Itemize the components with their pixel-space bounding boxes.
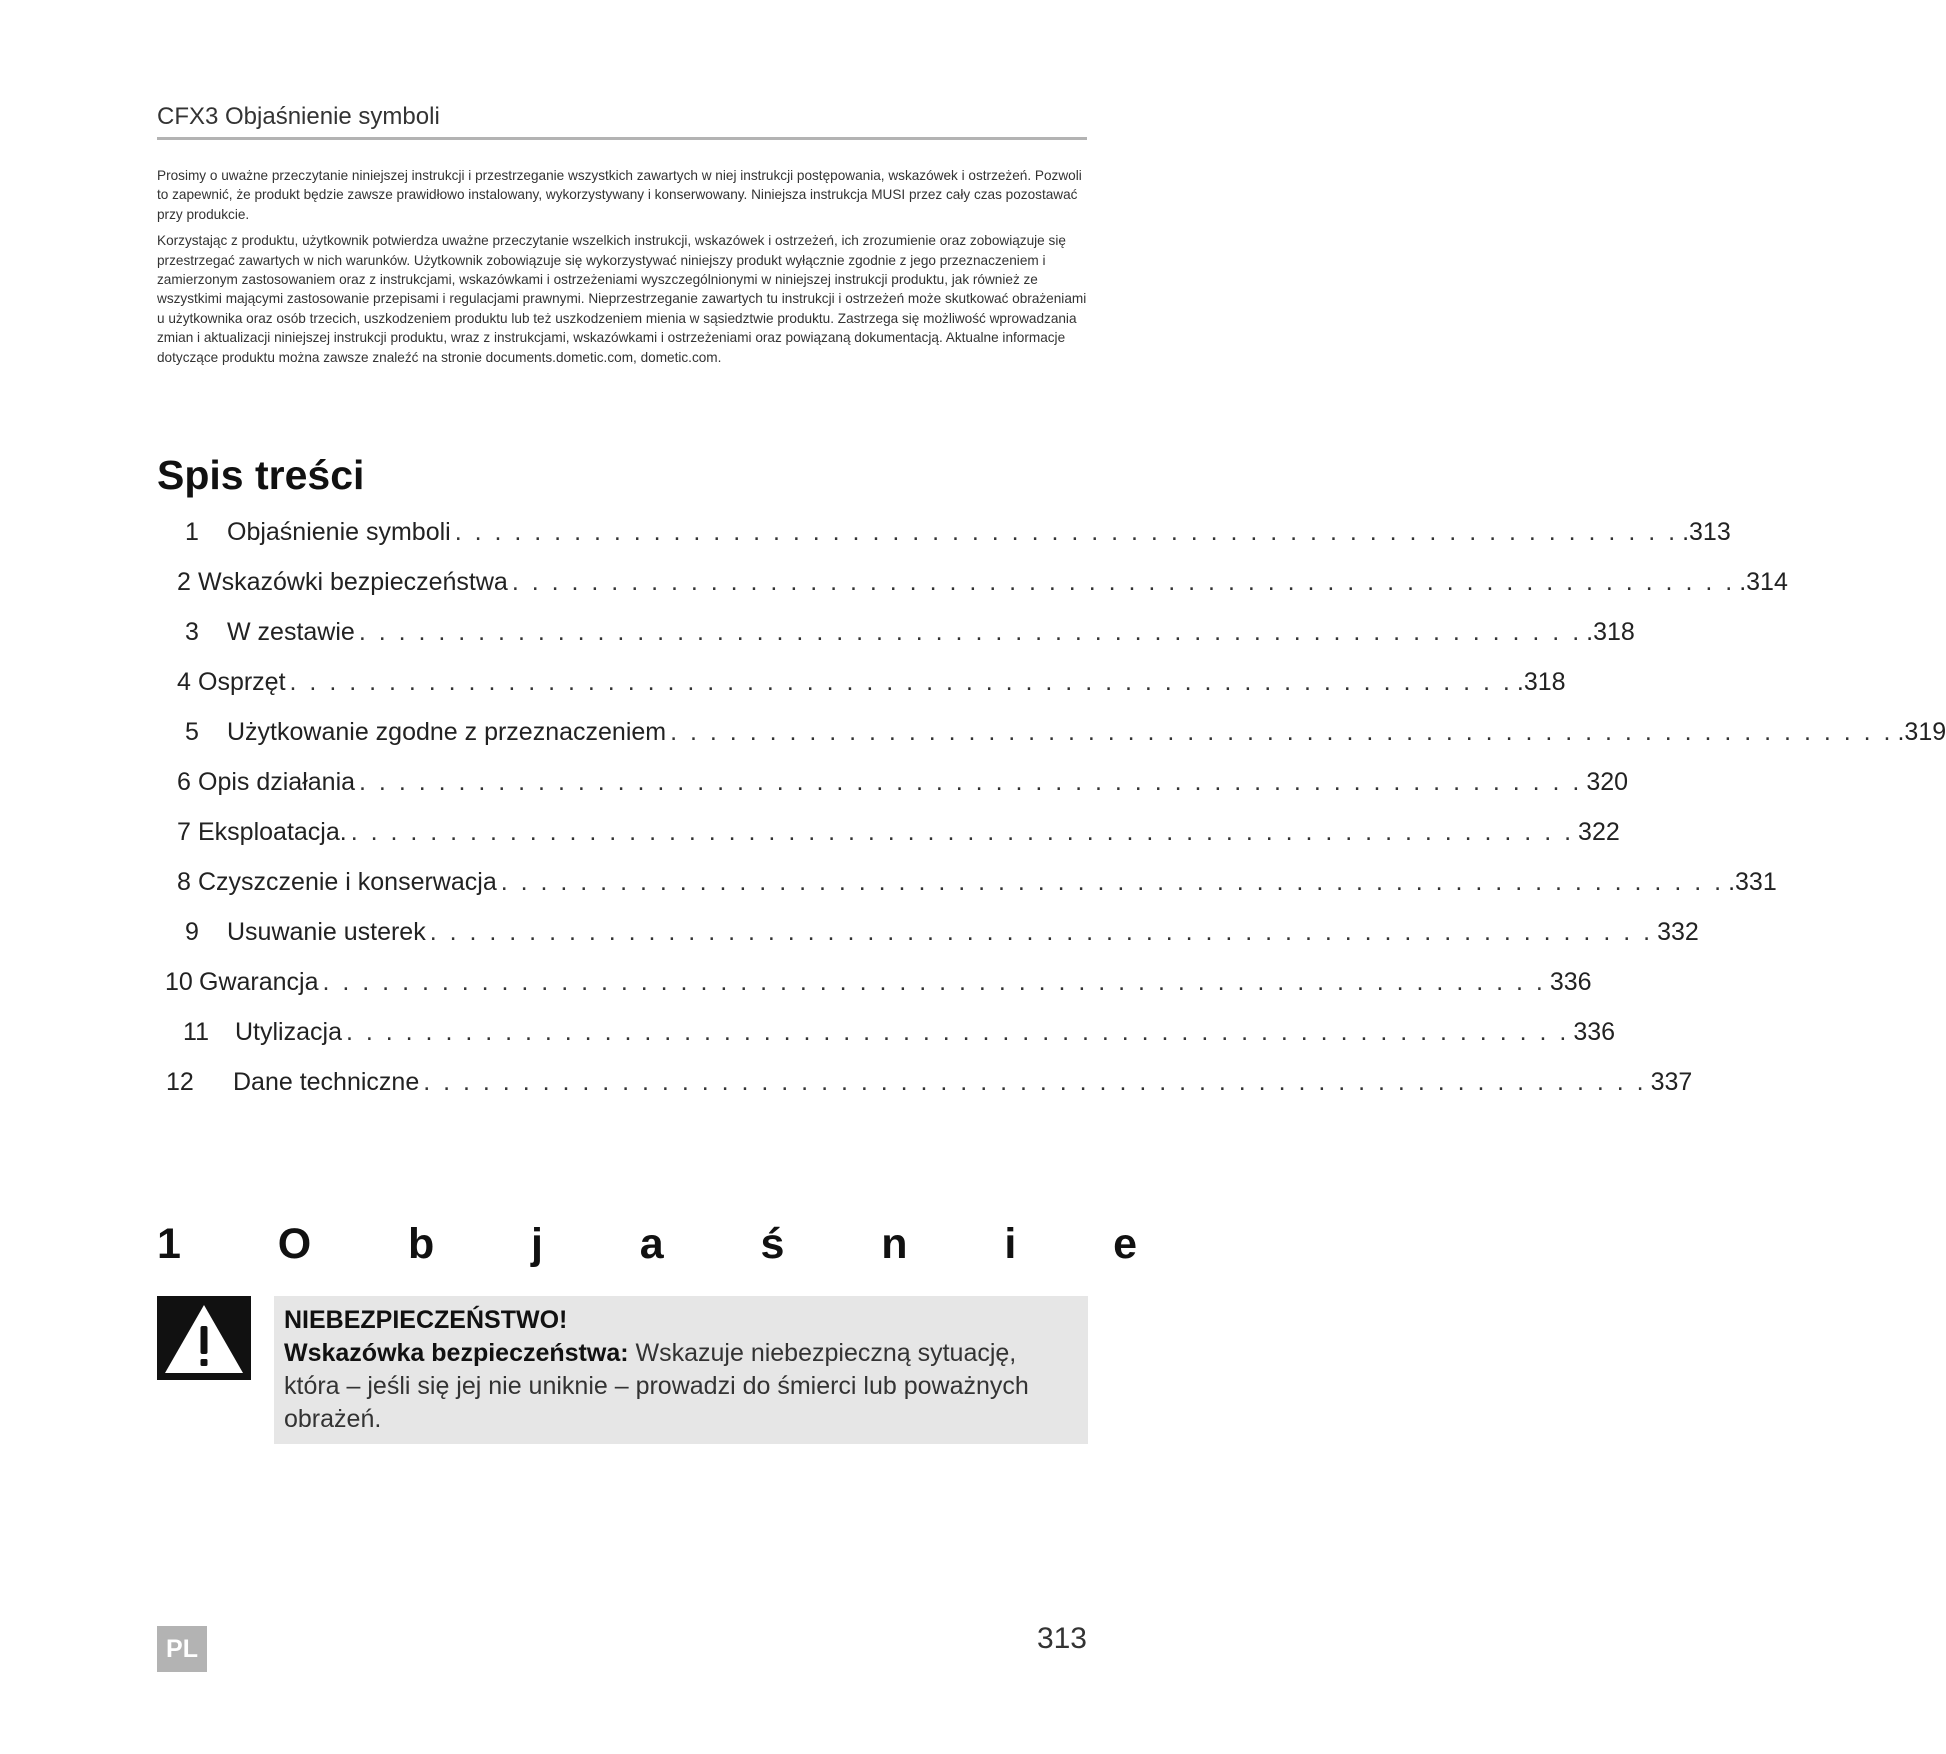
toc-entry-label: Eksploatacja.	[198, 818, 347, 846]
toc-entry[interactable]	[177, 818, 1620, 850]
toc-entry-page: 336	[1549, 968, 1592, 996]
toc-leader-dots: . . . . . . . . . . . . . . . . . . . . . . . . . . . . . . . . . . . . . . . . . . . . . . . . . . . . . . . . . . . . . .	[429, 918, 1654, 946]
section-heading-char: j	[531, 1220, 543, 1268]
toc-entry[interactable]	[177, 568, 1788, 600]
toc-entry[interactable]	[177, 868, 1777, 900]
toc-entry-page: 322	[1578, 818, 1620, 846]
danger-notice	[274, 1296, 1088, 1444]
toc-entry[interactable]	[157, 518, 1731, 550]
toc-entry-number: 3	[185, 618, 199, 646]
toc-entry-page: .313	[1682, 518, 1731, 546]
section-heading-char: i	[1004, 1220, 1017, 1268]
toc-entry-number: 9	[185, 918, 199, 946]
section-heading-char: b	[407, 1220, 435, 1268]
toc-entry-label: Osprzęt	[198, 668, 286, 696]
warning-triangle-icon	[157, 1296, 251, 1380]
toc-entry[interactable]	[177, 768, 1629, 800]
toc-entry-number: 10	[165, 968, 193, 996]
toc-entry[interactable]	[157, 1018, 1616, 1050]
toc-entry-page: .318	[1516, 668, 1566, 696]
toc-entry-label: Utylizacja	[235, 1018, 342, 1046]
toc-title: Spis treści	[157, 452, 365, 498]
toc-entry[interactable]	[177, 668, 1566, 700]
toc-entry-page: .331	[1728, 868, 1777, 896]
toc-leader-dots: . . . . . . . . . . . . . . . . . . . . . . . . . . . . . . . . . . . . . . . . . . . . . . . . . . . . . . . . . . . . . .	[345, 1018, 1570, 1046]
toc-entry[interactable]	[157, 1068, 1693, 1100]
toc-entry-page: 332	[1657, 918, 1699, 946]
section-heading-char: O	[277, 1220, 312, 1268]
intro-text	[157, 166, 1087, 374]
toc-entry-page: .318	[1586, 618, 1635, 646]
section-heading-char: a	[639, 1220, 664, 1268]
toc-entry-number: 2	[177, 568, 191, 596]
toc-entry-page: .319	[1897, 718, 1946, 746]
toc-entry-number: 4	[177, 668, 191, 696]
toc-entry-page: 336	[1573, 1018, 1616, 1046]
toc-leader-dots: . . . . . . . . . . . . . . . . . . . . . . . . . . . . . . . . . . . . . . . . . . . . . . . . . . . . . . . . . . . . . .	[454, 518, 1679, 546]
section-heading-char: 1	[157, 1220, 181, 1268]
toc-entry-label: W zestawie	[227, 618, 355, 646]
intro-paragraph: Korzystając z produktu, użytkownik potwierdza uważne przeczytanie wszelkich instrukcji, wskazówek i ostrzeżeń, ich zrozumienie oraz zobowiązuje się przestrzegać zawartych w nich warunków. Użytkownik zobowiązuje się wykorzystywać niniejszy produkt wyłącznie zgodnie z jego przeznaczeniem i zamierzonym zastosowaniem oraz z instrukcjami, wskazówkami i ostrzeżeniami wyszczególnionymi w niniejszej instrukcji produktu, jak również ze wszystkimi mającymi zastosowanie przepisami i regulacjami prawnymi. Nieprzestrzeganie zawartych tu instrukcji i ostrzeżeń może skutkować obrażeniami u użytkownika oraz osób trzecich, uszkodzeniem produktu lub też uszkodzeniem mienia w sąsiedztwie produktu. Zastrzega się możliwość wprowadzania zmian i aktualizacji niniejszej instrukcji produktu, wraz z instrukcjami, wskazówkami i ostrzeżeniami oraz powiązaną dokumentacją. Aktualne informacje dotyczące produktu można zawsze znaleźć na stronie documents.dometic.com, dometic.com.	[157, 233, 1087, 365]
toc-entry-label: Użytkowanie zgodne z przeznaczeniem	[227, 718, 667, 746]
toc-entry[interactable]	[165, 968, 1592, 1000]
toc-leader-dots: . . . . . . . . . . . . . . . . . . . . . . . . . . . . . . . . . . . . . . . . . . . . . . . . . . . . . . . . . . . . . .	[289, 668, 1513, 696]
toc-leader-dots: . . . . . . . . . . . . . . . . . . . . . . . . . . . . . . . . . . . . . . . . . . . . . . . . . . . . . . . . . . . . . .	[423, 1068, 1647, 1096]
toc-entry-number: 11	[183, 1018, 209, 1046]
section-heading-char: ś	[760, 1220, 785, 1268]
toc-leader-dots: . . . . . . . . . . . . . . . . . . . . . . . . . . . . . . . . . . . . . . . . . . . . . . . . . . . . . . . . . . . . . .	[511, 568, 1736, 596]
danger-notice-text: Wskazuje niebezpieczną sytuację, która – jeśli się jej nie uniknie – prowadzi do śmierci lub poważnych obrażeń.	[284, 1339, 1029, 1433]
toc-leader-dots: . . . . . . . . . . . . . . . . . . . . . . . . . . . . . . . . . . . . . . . . . . . . . . . . . . . . . . . . . . . . . .	[322, 968, 1546, 996]
toc-entry-label: Wskazówki bezpieczeństwa	[198, 568, 508, 596]
section-heading	[157, 1220, 1137, 1269]
toc-leader-dots: . . . . . . . . . . . . . . . . . . . . . . . . . . . . . . . . . . . . . . . . . . . . . . . . . . . . . . . . . . . . . .	[359, 768, 1583, 796]
toc-entry-number: 1	[185, 518, 199, 546]
section-heading-char: e	[1113, 1220, 1137, 1268]
toc-entry[interactable]	[157, 618, 1635, 650]
toc-entry-label: Dane techniczne	[233, 1068, 420, 1096]
toc-entry-label: Usuwanie usterek	[227, 918, 426, 946]
danger-notice-title: NIEBEZPIECZEŃSTWO!	[284, 1306, 568, 1334]
toc-entry-number: 12	[166, 1068, 194, 1096]
toc-entry-number: 7	[177, 818, 191, 846]
toc-entry-label: Opis działania	[198, 768, 356, 796]
toc-entry[interactable]	[157, 718, 1946, 750]
toc-entry-label: Gwarancja	[199, 968, 319, 996]
toc-entry-page: .314	[1739, 568, 1788, 596]
toc-entry-number: 6	[177, 768, 191, 796]
toc-entry-label: Czyszczenie i konserwacja	[198, 868, 497, 896]
toc-entry-page: 337	[1650, 1068, 1693, 1096]
page-number: 313	[1036, 1622, 1087, 1655]
toc-leader-dots: . . . . . . . . . . . . . . . . . . . . . . . . . . . . . . . . . . . . . . . . . . . . . . . . . . . . . . . . . . . . . .	[358, 618, 1583, 646]
toc-entry-page: 320	[1586, 768, 1629, 796]
running-header: CFX3 Objaśnienie symboli	[157, 103, 1087, 140]
toc-leader-dots: . . . . . . . . . . . . . . . . . . . . . . . . . . . . . . . . . . . . . . . . . . . . . . . . . . . . . . . . . . . . . .	[670, 718, 1894, 746]
toc-entry[interactable]	[157, 918, 1699, 950]
language-badge: PL	[157, 1626, 207, 1672]
toc-entry-number: 8	[177, 868, 191, 896]
toc-entry-label: Objaśnienie symboli	[227, 518, 451, 546]
toc-entry-number: 5	[185, 718, 199, 746]
danger-notice-label: Wskazówka bezpieczeństwa:	[284, 1339, 629, 1367]
intro-paragraph: Prosimy o uważne przeczytanie niniejszej instrukcji i przestrzeganie wszystkich zawartych w niej instrukcji postępowania, wskazówek i ostrzeżeń. Pozwoli to zapewnić, że produkt będzie zawsze prawidłowo instalowany, wykorzystywany i konserwowany. Niniejsza instrukcja MUSI przez cały czas pozostawać przy produkcie.	[157, 168, 1082, 222]
toc-leader-dots: . . . . . . . . . . . . . . . . . . . . . . . . . . . . . . . . . . . . . . . . . . . . . . . . . . . . . . . . . . . . . .	[500, 868, 1725, 896]
section-heading-char: n	[881, 1220, 908, 1268]
toc-leader-dots: . . . . . . . . . . . . . . . . . . . . . . . . . . . . . . . . . . . . . . . . . . . . . . . . . . . . . . . . . . . . . .	[350, 818, 1575, 846]
